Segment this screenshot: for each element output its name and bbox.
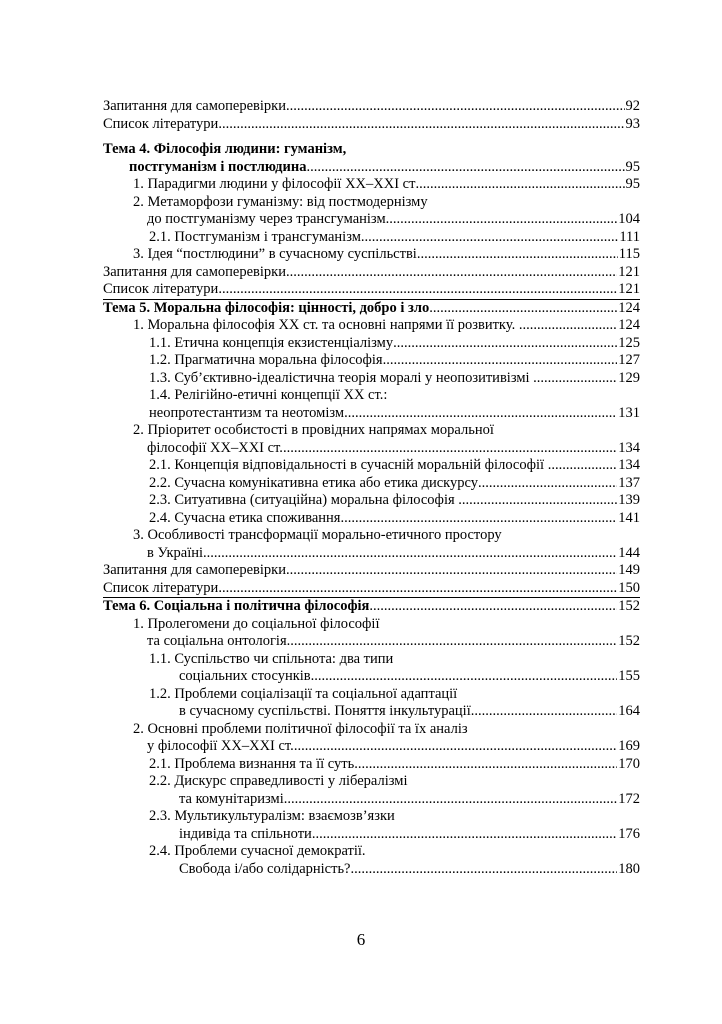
toc-entry-title: у філософії XX–XXI ст. — [147, 738, 294, 754]
toc-section-entry — [103, 422, 640, 457]
toc-page-number: 155 — [618, 668, 640, 684]
toc-entry-title: 1. Пролегомени до соціальної філософії — [133, 615, 380, 632]
toc-section-entry — [103, 773, 640, 808]
toc-entry — [103, 264, 640, 282]
dot-leader — [519, 317, 617, 335]
toc-page-number: 129 — [618, 369, 640, 386]
toc-entry-title: 1.2. Проблеми соціалізації та соціальної адаптації — [149, 685, 458, 702]
toc-page-number: 137 — [618, 474, 640, 491]
toc-section-entry — [103, 527, 640, 562]
toc-entry-title: 2.1. Проблема визнання та її суть. — [149, 755, 358, 772]
toc-page-number: 164 — [618, 703, 640, 719]
toc-page-number: 131 — [618, 404, 640, 421]
toc-entry-title: 1.2. Прагматична моральна філософія — [149, 352, 383, 368]
toc-topic-entry — [103, 597, 640, 616]
toc-entry-title: 2.3. Ситуативна (ситуаційна) моральна філософія — [149, 492, 459, 508]
toc-entry-title: 2.4. Проблеми сучасної демократії. — [149, 843, 366, 859]
toc-page-number: 92 — [625, 98, 640, 114]
toc-entry-title: до постгуманізму через трансгуманізм. — [147, 211, 390, 227]
toc-page-number: 124 — [618, 317, 640, 333]
dot-leader — [340, 510, 617, 528]
toc-page-number: 150 — [618, 579, 640, 596]
dot-leader — [415, 176, 624, 194]
dot-leader — [474, 703, 617, 721]
toc-entry-title: соціальних стосунків. — [179, 668, 315, 684]
toc-section-entry — [103, 352, 640, 370]
toc-entry-title: Запитання для самоперевірки — [103, 98, 286, 114]
toc-topic-entry — [103, 141, 640, 176]
toc-entry — [103, 98, 640, 116]
dot-leader — [218, 580, 617, 598]
toc-entry-title: 2. Метаморфози гуманізму: від постмодернізму — [133, 193, 428, 210]
dot-leader — [294, 738, 617, 756]
toc-entry-title: Список літератури — [103, 579, 219, 596]
dot-leader — [533, 370, 617, 388]
dot-leader — [312, 826, 617, 844]
toc-entry — [103, 281, 640, 299]
dot-leader — [389, 211, 617, 229]
toc-page-number: 180 — [618, 860, 640, 877]
toc-entry-title: 1. Парадигми людини у філософії XX–XXI ст — [133, 176, 416, 192]
dot-leader — [306, 159, 624, 177]
page-number: 6 — [356, 930, 366, 949]
toc-page-number: 134 — [618, 439, 640, 456]
toc-topic-entry — [103, 299, 640, 318]
toc-section-entry — [103, 176, 640, 194]
toc-entry-title: 2.3. Мультикультуралізм: взаємозв’язки — [149, 808, 395, 824]
dot-leader — [286, 264, 617, 282]
toc-page-number: 149 — [618, 562, 640, 578]
dot-leader — [344, 405, 617, 423]
toc-page-number: 170 — [618, 755, 640, 772]
toc-entry-title: Тема 6. Соціальна і політична філософія — [103, 598, 370, 614]
toc-entry-title: 2.1. Концепція відповідальності в сучасній моральній філософії — [149, 457, 548, 473]
toc-entry-title: 1. Моральна філософія XX ст. та основні напрями її розвитку. — [133, 317, 519, 333]
toc-section-entry — [103, 492, 640, 510]
dot-leader — [383, 352, 618, 370]
toc-entry — [103, 580, 640, 598]
toc-page-number: 95 — [625, 158, 640, 175]
dot-leader — [393, 335, 617, 353]
toc-section-entry — [103, 510, 640, 528]
toc-entry-title: 1.4. Релігійно-етичні концепції XX ст.: — [149, 387, 388, 403]
toc-section-entry — [103, 808, 640, 843]
toc-entry-title: неопротестантизм та неотомізм — [149, 404, 345, 421]
dot-leader — [218, 116, 624, 134]
toc-entry-title: 2.4. Сучасна етика споживання — [149, 509, 341, 526]
toc-entry-title: Тема 4. Філософія людини: гуманізм, — [103, 141, 347, 157]
toc-entry-title: 3. Особливості трансформації морально-етичного простору — [133, 527, 502, 543]
toc-entry-title: та соціальна онтологія. — [147, 633, 291, 649]
dot-leader — [286, 98, 625, 116]
toc-entry-title: Список літератури — [103, 281, 219, 297]
toc-entry-title: 2.2. Дискурс справедливості у лібералізмі — [149, 773, 408, 789]
dot-leader — [369, 598, 617, 616]
toc-section-entry — [103, 229, 640, 247]
toc-section-entry — [103, 335, 640, 353]
toc-page-number: 144 — [618, 544, 640, 561]
toc-entry-title: Тема 5. Моральна філософія: цінності, добро і зло — [103, 299, 430, 316]
toc-entry-title: Запитання для самоперевірки — [103, 562, 286, 578]
dot-leader — [314, 668, 617, 686]
toc-section-entry — [103, 194, 640, 229]
toc-section-entry — [103, 686, 640, 721]
toc-entry-title: в сучасному суспільстві. Поняття інкультурації. — [179, 703, 475, 719]
toc-page-number: 152 — [618, 598, 640, 614]
dot-leader — [290, 633, 617, 651]
toc-entry — [103, 562, 640, 580]
toc-entry-title: 2. Основні проблеми політичної філософії та їх аналіз — [133, 720, 468, 737]
toc-page-number: 172 — [618, 790, 640, 807]
dot-leader — [358, 756, 617, 774]
toc-entry-title: 2. Пріоритет особистості в провідних напрямах моральної — [133, 422, 494, 438]
toc-entry-title: 2.1. Постгуманізм і трансгуманізм — [149, 228, 361, 245]
toc-section-entry — [103, 246, 640, 264]
table-of-contents — [103, 98, 640, 878]
toc-page-number: 111 — [619, 228, 640, 245]
toc-section-entry — [103, 370, 640, 388]
toc-section-entry — [103, 475, 640, 493]
toc-entry-title: 1.1. Етична концепція екзистенціалізму — [149, 334, 394, 351]
toc-section-entry — [103, 317, 640, 335]
dot-leader — [361, 229, 618, 247]
toc-entry-title: 2.2. Сучасна комунікативна етика або етика дискурсу — [149, 474, 478, 491]
toc-page-number: 169 — [618, 738, 640, 754]
toc-page-number: 139 — [618, 492, 640, 508]
toc-section-entry — [103, 651, 640, 686]
dot-leader — [354, 861, 617, 879]
toc-section-entry — [103, 616, 640, 651]
toc-page-number: 115 — [618, 246, 640, 262]
toc-page-number: 95 — [625, 176, 640, 192]
toc-page-number: 121 — [618, 263, 640, 280]
dot-leader — [286, 562, 617, 580]
toc-page-number: 93 — [625, 115, 640, 132]
toc-section-entry — [103, 457, 640, 475]
toc-page-number: 134 — [618, 457, 640, 473]
dot-leader — [283, 440, 617, 458]
dot-leader — [218, 281, 617, 299]
toc-section-entry — [103, 721, 640, 756]
toc-entry-title: в Україні. — [147, 544, 207, 561]
dot-leader — [478, 475, 617, 493]
dot-leader — [207, 545, 618, 563]
toc-page-number: 104 — [618, 211, 640, 227]
toc-section-entry — [103, 756, 640, 774]
toc-page-number: 125 — [618, 334, 640, 351]
dot-leader — [287, 791, 617, 809]
toc-page-number: 124 — [618, 299, 640, 316]
toc-entry-title: Список літератури — [103, 115, 219, 132]
toc-entry-title: та комунітаризмі. — [179, 790, 288, 807]
toc-entry — [103, 116, 640, 134]
toc-entry-title: 3. Ідея “постлюдини” в сучасному суспільстві. — [133, 246, 421, 262]
toc-page-number: 152 — [618, 633, 640, 649]
toc-page-number: 141 — [618, 509, 640, 526]
toc-entry-title: 1.1. Суспільство чи спільнота: два типи — [149, 650, 394, 667]
dot-leader — [429, 300, 617, 318]
toc-entry-title: індивіда та спільноти — [179, 825, 312, 842]
toc-page-number: 127 — [618, 352, 640, 368]
toc-entry-title: Свобода і/або солідарність?. — [179, 860, 355, 877]
dot-leader — [420, 246, 617, 264]
dot-leader — [548, 457, 618, 475]
toc-entry-title: постгуманізм і постлюдина — [129, 158, 307, 175]
toc-page-number: 176 — [618, 825, 640, 842]
toc-section-entry — [103, 843, 640, 878]
toc-entry-title: філософії XX–XXI ст. — [147, 439, 283, 456]
toc-entry-title: 1.3. Суб’єктивно-ідеалістична теорія моралі у неопозитивізмі — [149, 369, 534, 386]
toc-section-entry — [103, 387, 640, 422]
dot-leader — [458, 492, 617, 510]
toc-entry-title: Запитання для самоперевірки — [103, 263, 286, 280]
toc-page-number: 121 — [618, 281, 640, 297]
